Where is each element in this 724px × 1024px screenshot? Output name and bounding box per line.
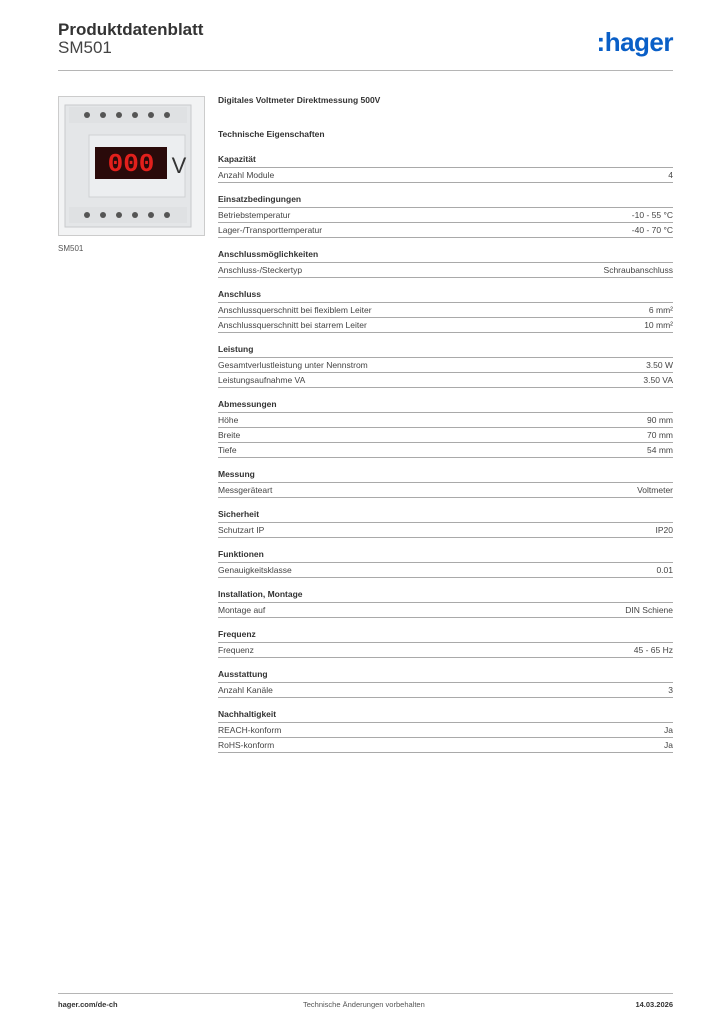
spec-value: 3.50 W <box>646 360 673 370</box>
page-header <box>58 20 673 71</box>
spec-row <box>218 413 673 428</box>
spec-row <box>218 443 673 458</box>
spec-value: 0.01 <box>656 565 673 575</box>
spec-label: Anschlussquerschnitt bei flexiblem Leiter <box>218 305 372 315</box>
spec-label: Genauigkeitsklasse <box>218 565 292 575</box>
spec-label: Anschluss-/Steckertyp <box>218 265 303 275</box>
spec-value: Voltmeter <box>637 485 673 495</box>
footer-website-link[interactable]: hager.com/de-ch <box>58 1000 118 1009</box>
voltmeter-illustration <box>59 97 204 235</box>
spec-label: REACH-konform <box>218 725 282 735</box>
spec-value: 10 mm² <box>644 320 673 330</box>
spec-row <box>218 523 673 538</box>
spec-label: Montage auf <box>218 605 266 615</box>
spec-label: RoHS-konform <box>218 740 275 750</box>
spec-value: 70 mm <box>647 430 673 440</box>
display-digits: 000 <box>107 149 155 179</box>
spec-label: Schutzart IP <box>218 525 265 535</box>
spec-row <box>218 223 673 238</box>
spec-label: Gesamtverlustleistung unter Nennstrom <box>218 360 368 370</box>
spec-value: -10 - 55 °C <box>631 210 673 220</box>
spec-label: Anzahl Module <box>218 170 275 180</box>
spec-group-title: Nachhaltigkeit <box>218 698 673 723</box>
spec-value: 6 mm² <box>648 305 673 315</box>
spec-group-title: Messung <box>218 458 673 483</box>
section-title: Technische Eigenschaften <box>218 129 325 139</box>
spec-label: Leistungsaufnahme VA <box>218 375 306 385</box>
page-footer <box>58 993 673 1016</box>
spec-label: Messgeräteart <box>218 485 273 495</box>
spec-groups <box>218 143 673 753</box>
spec-row <box>218 483 673 498</box>
spec-group-title: Ausstattung <box>218 658 673 683</box>
spec-value: 45 - 65 Hz <box>633 645 673 655</box>
spec-group-title: Kapazität <box>218 143 673 168</box>
spec-value: DIN Schiene <box>625 605 673 615</box>
hager-logo <box>597 27 673 58</box>
spec-value: Ja <box>664 725 673 735</box>
image-caption: SM501 <box>58 244 84 253</box>
spec-row <box>218 723 673 738</box>
spec-row <box>218 303 673 318</box>
spec-value: -40 - 70 °C <box>631 225 673 235</box>
spec-row <box>218 683 673 698</box>
page-title: Produktdatenblatt <box>58 20 204 39</box>
spec-row <box>218 643 673 658</box>
spec-row <box>218 263 673 278</box>
spec-label: Betriebstemperatur <box>218 210 291 220</box>
spec-row <box>218 373 673 388</box>
footer-date: 14.03.2026 <box>635 1000 673 1009</box>
spec-value: 4 <box>668 170 673 180</box>
spec-group-title: Funktionen <box>218 538 673 563</box>
spec-value: Schraubanschluss <box>603 265 673 275</box>
spec-group-title: Einsatzbedingungen <box>218 183 673 208</box>
product-code: SM501 <box>58 38 112 57</box>
spec-row <box>218 603 673 618</box>
spec-group-title: Abmessungen <box>218 388 673 413</box>
spec-row <box>218 738 673 753</box>
spec-group-title: Frequenz <box>218 618 673 643</box>
spec-group-title: Anschluss <box>218 278 673 303</box>
spec-label: Anschlussquerschnitt bei starrem Leiter <box>218 320 367 330</box>
spec-row <box>218 428 673 443</box>
spec-row <box>218 168 673 183</box>
logo-text: hager <box>604 27 673 57</box>
product-image <box>58 96 205 236</box>
spec-group-title: Leistung <box>218 333 673 358</box>
spec-value: 3.50 VA <box>643 375 673 385</box>
spec-value: 54 mm <box>647 445 673 455</box>
spec-value: 3 <box>668 685 673 695</box>
spec-content <box>218 95 673 753</box>
spec-row <box>218 358 673 373</box>
logo-dots-icon: : <box>596 27 605 57</box>
spec-value: Ja <box>664 740 673 750</box>
spec-label: Höhe <box>218 415 239 425</box>
spec-row <box>218 208 673 223</box>
spec-label: Anzahl Kanäle <box>218 685 273 695</box>
spec-label: Lager-/Transporttemperatur <box>218 225 323 235</box>
footer-notice: Technische Änderungen vorbehalten <box>303 1000 425 1009</box>
spec-group-title: Installation, Montage <box>218 578 673 603</box>
spec-group-title: Sicherheit <box>218 498 673 523</box>
spec-row <box>218 318 673 333</box>
spec-group-title: Anschlussmöglichkeiten <box>218 238 673 263</box>
spec-row <box>218 563 673 578</box>
spec-label: Breite <box>218 430 241 440</box>
spec-label: Tiefe <box>218 445 237 455</box>
spec-value: 90 mm <box>647 415 673 425</box>
spec-label: Frequenz <box>218 645 254 655</box>
spec-value: IP20 <box>655 525 673 535</box>
product-description: Digitales Voltmeter Direktmessung 500V <box>218 95 381 105</box>
display-unit: V <box>171 153 187 178</box>
